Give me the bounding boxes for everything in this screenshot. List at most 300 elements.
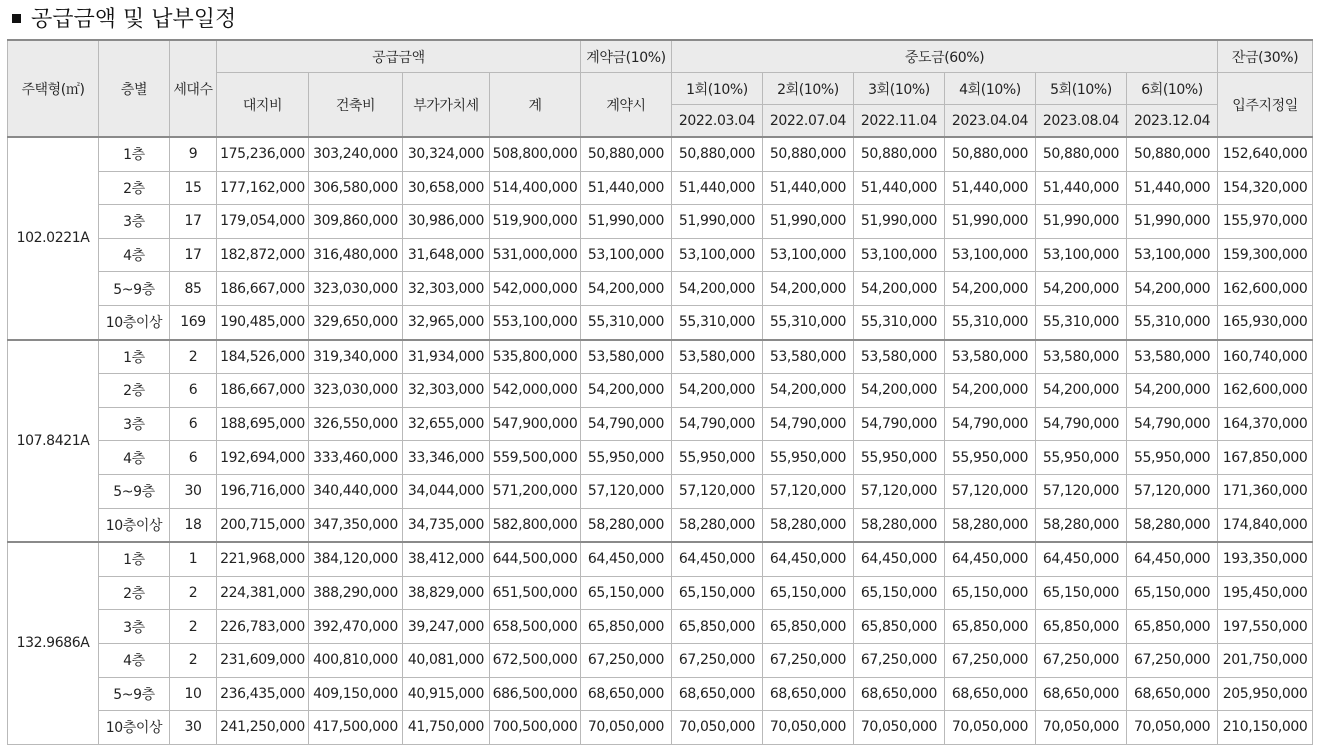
balance-cell: 210,150,000 bbox=[1218, 711, 1313, 745]
land-cost-cell: 192,694,000 bbox=[217, 441, 309, 475]
land-cost-cell: 182,872,000 bbox=[217, 238, 309, 272]
payment-schedule-table bbox=[7, 39, 1313, 745]
header-land: 대지비 bbox=[217, 73, 309, 138]
balance-cell: 205,950,000 bbox=[1218, 677, 1313, 711]
middle-payment-cell: 50,880,000 bbox=[945, 137, 1036, 171]
middle-payment-cell: 53,580,000 bbox=[1127, 340, 1218, 374]
middle-payment-cell: 51,990,000 bbox=[854, 205, 945, 239]
balance-cell: 154,320,000 bbox=[1218, 171, 1313, 205]
middle-payment-cell: 64,450,000 bbox=[945, 542, 1036, 576]
middle-payment-cell: 54,790,000 bbox=[1127, 407, 1218, 441]
deposit-cell: 53,100,000 bbox=[581, 238, 672, 272]
middle-payment-cell: 50,880,000 bbox=[1036, 137, 1127, 171]
vat-cell: 39,247,000 bbox=[403, 610, 490, 644]
middle-payment-cell: 54,790,000 bbox=[672, 407, 763, 441]
units-cell: 15 bbox=[170, 171, 217, 205]
header-installment-date: 2023.08.04 bbox=[1036, 105, 1127, 138]
units-cell: 85 bbox=[170, 272, 217, 306]
middle-payment-cell: 53,100,000 bbox=[1036, 238, 1127, 272]
housing-type-cell: 132.9686A bbox=[8, 542, 99, 744]
middle-payment-cell: 51,440,000 bbox=[1036, 171, 1127, 205]
total-cell: 508,800,000 bbox=[490, 137, 581, 171]
page-title-text: 공급금액 및 납부일정 bbox=[31, 7, 237, 32]
middle-payment-cell: 51,440,000 bbox=[1127, 171, 1218, 205]
middle-payment-cell: 54,200,000 bbox=[763, 272, 854, 306]
middle-payment-cell: 70,050,000 bbox=[854, 711, 945, 745]
total-cell: 553,100,000 bbox=[490, 305, 581, 339]
balance-cell: 201,750,000 bbox=[1218, 643, 1313, 677]
units-cell: 6 bbox=[170, 374, 217, 408]
building-cost-cell: 409,150,000 bbox=[309, 677, 403, 711]
middle-payment-cell: 51,440,000 bbox=[763, 171, 854, 205]
building-cost-cell: 388,290,000 bbox=[309, 576, 403, 610]
building-cost-cell: 392,470,000 bbox=[309, 610, 403, 644]
land-cost-cell: 236,435,000 bbox=[217, 677, 309, 711]
building-cost-cell: 323,030,000 bbox=[309, 374, 403, 408]
middle-payment-cell: 58,280,000 bbox=[1127, 508, 1218, 542]
units-cell: 30 bbox=[170, 711, 217, 745]
vat-cell: 32,303,000 bbox=[403, 272, 490, 306]
housing-type-cell: 102.0221A bbox=[8, 137, 99, 340]
middle-payment-cell: 53,580,000 bbox=[763, 340, 854, 374]
middle-payment-cell: 65,150,000 bbox=[1127, 576, 1218, 610]
middle-payment-cell: 54,200,000 bbox=[945, 272, 1036, 306]
middle-payment-cell: 55,950,000 bbox=[854, 441, 945, 475]
header-installment-label: 6회(10%) bbox=[1127, 73, 1218, 105]
total-cell: 559,500,000 bbox=[490, 441, 581, 475]
land-cost-cell: 241,250,000 bbox=[217, 711, 309, 745]
deposit-cell: 54,200,000 bbox=[581, 272, 672, 306]
square-bullet-icon bbox=[12, 14, 21, 23]
deposit-cell: 50,880,000 bbox=[581, 137, 672, 171]
vat-cell: 30,986,000 bbox=[403, 205, 490, 239]
header-installment-date: 2022.07.04 bbox=[763, 105, 854, 138]
table-row bbox=[8, 474, 1313, 508]
vat-cell: 40,915,000 bbox=[403, 677, 490, 711]
vat-cell: 34,044,000 bbox=[403, 474, 490, 508]
floor-cell: 10층이상 bbox=[99, 305, 170, 339]
middle-payment-cell: 65,850,000 bbox=[945, 610, 1036, 644]
floor-cell: 1층 bbox=[99, 137, 170, 171]
middle-payment-cell: 68,650,000 bbox=[854, 677, 945, 711]
floor-cell: 1층 bbox=[99, 542, 170, 576]
table-row bbox=[8, 205, 1313, 239]
units-cell: 2 bbox=[170, 576, 217, 610]
units-cell: 10 bbox=[170, 677, 217, 711]
middle-payment-cell: 58,280,000 bbox=[763, 508, 854, 542]
land-cost-cell: 196,716,000 bbox=[217, 474, 309, 508]
units-cell: 17 bbox=[170, 238, 217, 272]
table-row bbox=[8, 711, 1313, 745]
balance-cell: 162,600,000 bbox=[1218, 374, 1313, 408]
balance-cell: 152,640,000 bbox=[1218, 137, 1313, 171]
middle-payment-cell: 58,280,000 bbox=[672, 508, 763, 542]
land-cost-cell: 179,054,000 bbox=[217, 205, 309, 239]
middle-payment-cell: 54,200,000 bbox=[1036, 374, 1127, 408]
building-cost-cell: 417,500,000 bbox=[309, 711, 403, 745]
middle-payment-cell: 55,310,000 bbox=[945, 305, 1036, 339]
deposit-cell: 70,050,000 bbox=[581, 711, 672, 745]
table-row bbox=[8, 374, 1313, 408]
header-floor: 층별 bbox=[99, 40, 170, 137]
balance-cell: 164,370,000 bbox=[1218, 407, 1313, 441]
middle-payment-cell: 67,250,000 bbox=[854, 643, 945, 677]
middle-payment-cell: 55,950,000 bbox=[763, 441, 854, 475]
middle-payment-cell: 53,100,000 bbox=[1127, 238, 1218, 272]
floor-cell: 4층 bbox=[99, 643, 170, 677]
floor-cell: 5~9층 bbox=[99, 474, 170, 508]
vat-cell: 33,346,000 bbox=[403, 441, 490, 475]
middle-payment-cell: 57,120,000 bbox=[763, 474, 854, 508]
balance-cell: 193,350,000 bbox=[1218, 542, 1313, 576]
table-row bbox=[8, 542, 1313, 576]
total-cell: 514,400,000 bbox=[490, 171, 581, 205]
deposit-cell: 58,280,000 bbox=[581, 508, 672, 542]
balance-cell: 195,450,000 bbox=[1218, 576, 1313, 610]
middle-payment-cell: 57,120,000 bbox=[672, 474, 763, 508]
total-cell: 658,500,000 bbox=[490, 610, 581, 644]
middle-payment-cell: 65,850,000 bbox=[1127, 610, 1218, 644]
deposit-cell: 54,790,000 bbox=[581, 407, 672, 441]
floor-cell: 5~9층 bbox=[99, 677, 170, 711]
land-cost-cell: 190,485,000 bbox=[217, 305, 309, 339]
units-cell: 6 bbox=[170, 407, 217, 441]
building-cost-cell: 384,120,000 bbox=[309, 542, 403, 576]
middle-payment-cell: 51,990,000 bbox=[672, 205, 763, 239]
middle-payment-cell: 51,440,000 bbox=[854, 171, 945, 205]
header-middle: 중도금(60%) bbox=[672, 40, 1218, 73]
total-cell: 571,200,000 bbox=[490, 474, 581, 508]
table-row bbox=[8, 643, 1313, 677]
middle-payment-cell: 54,200,000 bbox=[763, 374, 854, 408]
middle-payment-cell: 64,450,000 bbox=[1036, 542, 1127, 576]
middle-payment-cell: 50,880,000 bbox=[672, 137, 763, 171]
header-total: 계 bbox=[490, 73, 581, 138]
middle-payment-cell: 70,050,000 bbox=[1127, 711, 1218, 745]
middle-payment-cell: 54,790,000 bbox=[854, 407, 945, 441]
middle-payment-cell: 54,200,000 bbox=[1127, 272, 1218, 306]
middle-payment-cell: 55,310,000 bbox=[1127, 305, 1218, 339]
header-installment-label: 4회(10%) bbox=[945, 73, 1036, 105]
vat-cell: 32,303,000 bbox=[403, 374, 490, 408]
deposit-cell: 65,850,000 bbox=[581, 610, 672, 644]
land-cost-cell: 231,609,000 bbox=[217, 643, 309, 677]
middle-payment-cell: 70,050,000 bbox=[672, 711, 763, 745]
building-cost-cell: 316,480,000 bbox=[309, 238, 403, 272]
middle-payment-cell: 51,440,000 bbox=[672, 171, 763, 205]
middle-payment-cell: 54,200,000 bbox=[854, 374, 945, 408]
total-cell: 644,500,000 bbox=[490, 542, 581, 576]
building-cost-cell: 326,550,000 bbox=[309, 407, 403, 441]
vat-cell: 30,658,000 bbox=[403, 171, 490, 205]
middle-payment-cell: 54,200,000 bbox=[854, 272, 945, 306]
header-supply: 공급금액 bbox=[217, 40, 581, 73]
floor-cell: 2층 bbox=[99, 171, 170, 205]
header-installment-label: 3회(10%) bbox=[854, 73, 945, 105]
middle-payment-cell: 53,580,000 bbox=[854, 340, 945, 374]
middle-payment-cell: 50,880,000 bbox=[854, 137, 945, 171]
middle-payment-cell: 50,880,000 bbox=[763, 137, 854, 171]
building-cost-cell: 329,650,000 bbox=[309, 305, 403, 339]
middle-payment-cell: 54,200,000 bbox=[672, 272, 763, 306]
vat-cell: 38,829,000 bbox=[403, 576, 490, 610]
middle-payment-cell: 70,050,000 bbox=[1036, 711, 1127, 745]
middle-payment-cell: 55,950,000 bbox=[945, 441, 1036, 475]
balance-cell: 159,300,000 bbox=[1218, 238, 1313, 272]
building-cost-cell: 333,460,000 bbox=[309, 441, 403, 475]
middle-payment-cell: 55,950,000 bbox=[1036, 441, 1127, 475]
floor-cell: 3층 bbox=[99, 407, 170, 441]
middle-payment-cell: 64,450,000 bbox=[1127, 542, 1218, 576]
land-cost-cell: 221,968,000 bbox=[217, 542, 309, 576]
header-deposit: 계약금(10%) bbox=[581, 40, 672, 73]
units-cell: 2 bbox=[170, 340, 217, 374]
vat-cell: 41,750,000 bbox=[403, 711, 490, 745]
middle-payment-cell: 54,790,000 bbox=[763, 407, 854, 441]
header-installment-label: 2회(10%) bbox=[763, 73, 854, 105]
balance-cell: 155,970,000 bbox=[1218, 205, 1313, 239]
balance-cell: 162,600,000 bbox=[1218, 272, 1313, 306]
table-body bbox=[8, 137, 1313, 744]
table-row bbox=[8, 407, 1313, 441]
land-cost-cell: 226,783,000 bbox=[217, 610, 309, 644]
vat-cell: 34,735,000 bbox=[403, 508, 490, 542]
floor-cell: 2층 bbox=[99, 374, 170, 408]
header-deposit-when: 계약시 bbox=[581, 73, 672, 138]
middle-payment-cell: 68,650,000 bbox=[763, 677, 854, 711]
middle-payment-cell: 67,250,000 bbox=[945, 643, 1036, 677]
land-cost-cell: 186,667,000 bbox=[217, 374, 309, 408]
middle-payment-cell: 51,990,000 bbox=[1127, 205, 1218, 239]
total-cell: 651,500,000 bbox=[490, 576, 581, 610]
header-type: 주택형(㎡) bbox=[8, 40, 99, 137]
header-installment-label: 1회(10%) bbox=[672, 73, 763, 105]
total-cell: 535,800,000 bbox=[490, 340, 581, 374]
floor-cell: 10층이상 bbox=[99, 711, 170, 745]
deposit-cell: 57,120,000 bbox=[581, 474, 672, 508]
middle-payment-cell: 65,850,000 bbox=[672, 610, 763, 644]
floor-cell: 4층 bbox=[99, 441, 170, 475]
total-cell: 542,000,000 bbox=[490, 272, 581, 306]
middle-payment-cell: 67,250,000 bbox=[1127, 643, 1218, 677]
deposit-cell: 68,650,000 bbox=[581, 677, 672, 711]
total-cell: 542,000,000 bbox=[490, 374, 581, 408]
header-installment-date: 2022.03.04 bbox=[672, 105, 763, 138]
header-vat: 부가가치세 bbox=[403, 73, 490, 138]
units-cell: 6 bbox=[170, 441, 217, 475]
middle-payment-cell: 55,950,000 bbox=[1127, 441, 1218, 475]
header-units: 세대수 bbox=[170, 40, 217, 137]
header-balance: 잔금(30%) bbox=[1218, 40, 1313, 73]
middle-payment-cell: 57,120,000 bbox=[1036, 474, 1127, 508]
deposit-cell: 51,440,000 bbox=[581, 171, 672, 205]
middle-payment-cell: 54,790,000 bbox=[945, 407, 1036, 441]
floor-cell: 5~9층 bbox=[99, 272, 170, 306]
table-row bbox=[8, 272, 1313, 306]
balance-cell: 171,360,000 bbox=[1218, 474, 1313, 508]
vat-cell: 32,965,000 bbox=[403, 305, 490, 339]
middle-payment-cell: 55,950,000 bbox=[672, 441, 763, 475]
building-cost-cell: 347,350,000 bbox=[309, 508, 403, 542]
floor-cell: 2층 bbox=[99, 576, 170, 610]
balance-cell: 165,930,000 bbox=[1218, 305, 1313, 339]
table-row bbox=[8, 441, 1313, 475]
land-cost-cell: 184,526,000 bbox=[217, 340, 309, 374]
total-cell: 582,800,000 bbox=[490, 508, 581, 542]
building-cost-cell: 303,240,000 bbox=[309, 137, 403, 171]
middle-payment-cell: 55,310,000 bbox=[763, 305, 854, 339]
deposit-cell: 64,450,000 bbox=[581, 542, 672, 576]
floor-cell: 4층 bbox=[99, 238, 170, 272]
units-cell: 17 bbox=[170, 205, 217, 239]
units-cell: 2 bbox=[170, 643, 217, 677]
middle-payment-cell: 53,100,000 bbox=[672, 238, 763, 272]
total-cell: 519,900,000 bbox=[490, 205, 581, 239]
middle-payment-cell: 55,310,000 bbox=[854, 305, 945, 339]
middle-payment-cell: 53,580,000 bbox=[945, 340, 1036, 374]
vat-cell: 38,412,000 bbox=[403, 542, 490, 576]
middle-payment-cell: 53,580,000 bbox=[672, 340, 763, 374]
middle-payment-cell: 58,280,000 bbox=[945, 508, 1036, 542]
middle-payment-cell: 70,050,000 bbox=[763, 711, 854, 745]
land-cost-cell: 175,236,000 bbox=[217, 137, 309, 171]
header-building: 건축비 bbox=[309, 73, 403, 138]
table-row bbox=[8, 508, 1313, 542]
middle-payment-cell: 58,280,000 bbox=[854, 508, 945, 542]
middle-payment-cell: 68,650,000 bbox=[945, 677, 1036, 711]
balance-cell: 174,840,000 bbox=[1218, 508, 1313, 542]
floor-cell: 3층 bbox=[99, 610, 170, 644]
middle-payment-cell: 67,250,000 bbox=[672, 643, 763, 677]
middle-payment-cell: 65,850,000 bbox=[1036, 610, 1127, 644]
middle-payment-cell: 65,850,000 bbox=[763, 610, 854, 644]
table-row bbox=[8, 677, 1313, 711]
table-row bbox=[8, 238, 1313, 272]
building-cost-cell: 340,440,000 bbox=[309, 474, 403, 508]
middle-payment-cell: 51,990,000 bbox=[763, 205, 854, 239]
middle-payment-cell: 53,100,000 bbox=[945, 238, 1036, 272]
middle-payment-cell: 53,100,000 bbox=[763, 238, 854, 272]
middle-payment-cell: 64,450,000 bbox=[672, 542, 763, 576]
middle-payment-cell: 54,790,000 bbox=[1036, 407, 1127, 441]
middle-payment-cell: 54,200,000 bbox=[1127, 374, 1218, 408]
middle-payment-cell: 51,990,000 bbox=[945, 205, 1036, 239]
middle-payment-cell: 67,250,000 bbox=[763, 643, 854, 677]
middle-payment-cell: 55,310,000 bbox=[672, 305, 763, 339]
building-cost-cell: 319,340,000 bbox=[309, 340, 403, 374]
middle-payment-cell: 53,100,000 bbox=[854, 238, 945, 272]
vat-cell: 30,324,000 bbox=[403, 137, 490, 171]
units-cell: 30 bbox=[170, 474, 217, 508]
middle-payment-cell: 68,650,000 bbox=[672, 677, 763, 711]
land-cost-cell: 188,695,000 bbox=[217, 407, 309, 441]
total-cell: 686,500,000 bbox=[490, 677, 581, 711]
units-cell: 9 bbox=[170, 137, 217, 171]
middle-payment-cell: 51,440,000 bbox=[945, 171, 1036, 205]
deposit-cell: 67,250,000 bbox=[581, 643, 672, 677]
middle-payment-cell: 54,200,000 bbox=[945, 374, 1036, 408]
total-cell: 547,900,000 bbox=[490, 407, 581, 441]
balance-cell: 197,550,000 bbox=[1218, 610, 1313, 644]
units-cell: 1 bbox=[170, 542, 217, 576]
deposit-cell: 65,150,000 bbox=[581, 576, 672, 610]
middle-payment-cell: 70,050,000 bbox=[945, 711, 1036, 745]
table-row bbox=[8, 137, 1313, 171]
table-row bbox=[8, 305, 1313, 339]
middle-payment-cell: 65,150,000 bbox=[945, 576, 1036, 610]
land-cost-cell: 186,667,000 bbox=[217, 272, 309, 306]
table-row bbox=[8, 340, 1313, 374]
vat-cell: 32,655,000 bbox=[403, 407, 490, 441]
deposit-cell: 54,200,000 bbox=[581, 374, 672, 408]
table-row bbox=[8, 576, 1313, 610]
middle-payment-cell: 58,280,000 bbox=[1036, 508, 1127, 542]
middle-payment-cell: 67,250,000 bbox=[1036, 643, 1127, 677]
units-cell: 2 bbox=[170, 610, 217, 644]
total-cell: 700,500,000 bbox=[490, 711, 581, 745]
floor-cell: 1층 bbox=[99, 340, 170, 374]
total-cell: 531,000,000 bbox=[490, 238, 581, 272]
middle-payment-cell: 54,200,000 bbox=[672, 374, 763, 408]
deposit-cell: 53,580,000 bbox=[581, 340, 672, 374]
middle-payment-cell: 65,150,000 bbox=[672, 576, 763, 610]
units-cell: 18 bbox=[170, 508, 217, 542]
units-cell: 169 bbox=[170, 305, 217, 339]
middle-payment-cell: 57,120,000 bbox=[1127, 474, 1218, 508]
middle-payment-cell: 55,310,000 bbox=[1036, 305, 1127, 339]
middle-payment-cell: 50,880,000 bbox=[1127, 137, 1218, 171]
middle-payment-cell: 64,450,000 bbox=[854, 542, 945, 576]
building-cost-cell: 323,030,000 bbox=[309, 272, 403, 306]
middle-payment-cell: 65,150,000 bbox=[763, 576, 854, 610]
middle-payment-cell: 65,850,000 bbox=[854, 610, 945, 644]
middle-payment-cell: 65,150,000 bbox=[854, 576, 945, 610]
header-installment-date: 2023.12.04 bbox=[1127, 105, 1218, 138]
land-cost-cell: 224,381,000 bbox=[217, 576, 309, 610]
vat-cell: 31,648,000 bbox=[403, 238, 490, 272]
balance-cell: 160,740,000 bbox=[1218, 340, 1313, 374]
header-balance-when: 입주지정일 bbox=[1218, 73, 1313, 138]
vat-cell: 40,081,000 bbox=[403, 643, 490, 677]
deposit-cell: 51,990,000 bbox=[581, 205, 672, 239]
floor-cell: 3층 bbox=[99, 205, 170, 239]
building-cost-cell: 400,810,000 bbox=[309, 643, 403, 677]
middle-payment-cell: 68,650,000 bbox=[1036, 677, 1127, 711]
balance-cell: 167,850,000 bbox=[1218, 441, 1313, 475]
header-installment-label: 5회(10%) bbox=[1036, 73, 1127, 105]
vat-cell: 31,934,000 bbox=[403, 340, 490, 374]
building-cost-cell: 306,580,000 bbox=[309, 171, 403, 205]
header-installment-date: 2023.04.04 bbox=[945, 105, 1036, 138]
building-cost-cell: 309,860,000 bbox=[309, 205, 403, 239]
middle-payment-cell: 54,200,000 bbox=[1036, 272, 1127, 306]
total-cell: 672,500,000 bbox=[490, 643, 581, 677]
deposit-cell: 55,950,000 bbox=[581, 441, 672, 475]
housing-type-cell: 107.8421A bbox=[8, 340, 99, 543]
land-cost-cell: 200,715,000 bbox=[217, 508, 309, 542]
table-row bbox=[8, 610, 1313, 644]
header-installment-date: 2022.11.04 bbox=[854, 105, 945, 138]
middle-payment-cell: 57,120,000 bbox=[945, 474, 1036, 508]
middle-payment-cell: 64,450,000 bbox=[763, 542, 854, 576]
floor-cell: 10층이상 bbox=[99, 508, 170, 542]
middle-payment-cell: 65,150,000 bbox=[1036, 576, 1127, 610]
page-title bbox=[12, 4, 236, 36]
land-cost-cell: 177,162,000 bbox=[217, 171, 309, 205]
middle-payment-cell: 57,120,000 bbox=[854, 474, 945, 508]
middle-payment-cell: 68,650,000 bbox=[1127, 677, 1218, 711]
middle-payment-cell: 53,580,000 bbox=[1036, 340, 1127, 374]
